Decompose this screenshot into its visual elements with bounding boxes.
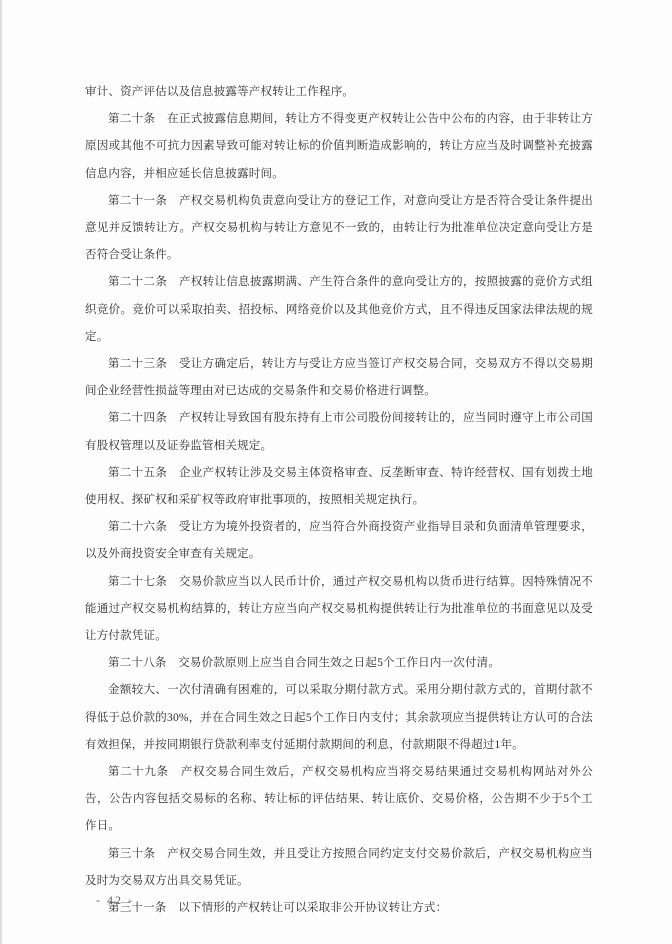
document-body <box>85 79 593 922</box>
paragraph-article-30: 第三十条 产权交易合同生效，并且受让方按照合同约定支付交易价款后，产权交易机构应当及时为交易双方出具交易凭证。 <box>85 847 593 887</box>
paragraph-article-29: 第二十九条 产权交易合同生效后，产权交易机构应当将交易结果通过交易机构网站对外公告，公告内容包括交易标的名称、转让标的评估结果、转让底价、交易价格，公告期不少于5个工作日。 <box>85 766 593 833</box>
page-number: - 42 - <box>96 893 134 907</box>
paragraph-article-31: 第三十一条 以下情形的产权转让可以采取非公开协议转让方式： <box>108 902 448 915</box>
paragraph-article-25: 第二十五条 企业产权转让涉及交易主体资格审查、反垄断审查、特许经营权、国有划拨土地使用权、探矿权和采矿权等政府审批事项的，按照相关规定执行。 <box>85 466 593 507</box>
paragraph-article-28: 第二十八条 交易价款原则上应当自合同生效之日起5个工作日内一次付清。 <box>108 657 501 670</box>
paragraph-article-21: 第二十一条 产权交易机构负责意向受让方的登记工作，对意向受让方是否符合受让条件提出意见并反馈转让方。产权交易机构与转让方意见不一致的，由转让行为批准单位决定意向受让方是否符合受让条件。 <box>85 194 593 262</box>
paragraph-article-23: 第二十三条 受让方确定后，转让方与受让方应当签订产权交易合同，交易双方不得以交易期间企业经营性损益等理由对已达成的交易条件和交易价格进行调整。 <box>85 358 593 398</box>
paragraph-article-20: 第二十条 在正式披露信息期间，转让方不得变更产权转让公告中公布的内容，由于非转让方原因或其他不可抗力因素导致可能对转让标的价值判断造成影响的，转让方应当及时调整补充披露信息内容，并相应延长信息披露时间。 <box>85 113 593 180</box>
paragraph-article-24: 第二十四条 产权转让导致国有股东持有上市公司股份间接转让的，应当同时遵守上市公司国有股权管理以及证券监管相关规定。 <box>85 412 593 452</box>
paragraph-article-27: 第二十七条 交易价款应当以人民币计价，通过产权交易机构以货币进行结算。因特殊情况不能通过产权交易机构结算的，转让方应当向产权交易机构提供转让行为批准单位的书面意见以及受让方付款凭证。 <box>85 575 593 643</box>
paragraph-continuation: 审计、资产评估以及信息披露等产权转让工作程序。 <box>85 86 355 98</box>
page-left-edge <box>0 0 2 944</box>
paragraph-article-26: 第二十六条 受让方为境外投资者的，应当符合外商投资产业指导目录和负面清单管理要求，以及外商投资安全审查有关规定。 <box>85 521 593 561</box>
paragraph-article-22: 第二十二条 产权转让信息披露期满、产生符合条件的意向受让方的，按照披露的竞价方式组织竞价。竞价可以采取拍卖、招投标、网络竞价以及其他竞价方式，且不得违反国家法律法规的规定。 <box>85 276 593 343</box>
paragraph-article-28-clause-2: 金额较大、一次付清确有困难的，可以采取分期付款方式。采用分期付款方式的，首期付款不得低于总价款的30%，并在合同生效之日起5个工作日内支付；其余款项应当提供转让方认可的合法有效担保，并按同期银行贷款利率支付延期付款期间的利息，付款期限不得超过1年。 <box>85 684 593 751</box>
